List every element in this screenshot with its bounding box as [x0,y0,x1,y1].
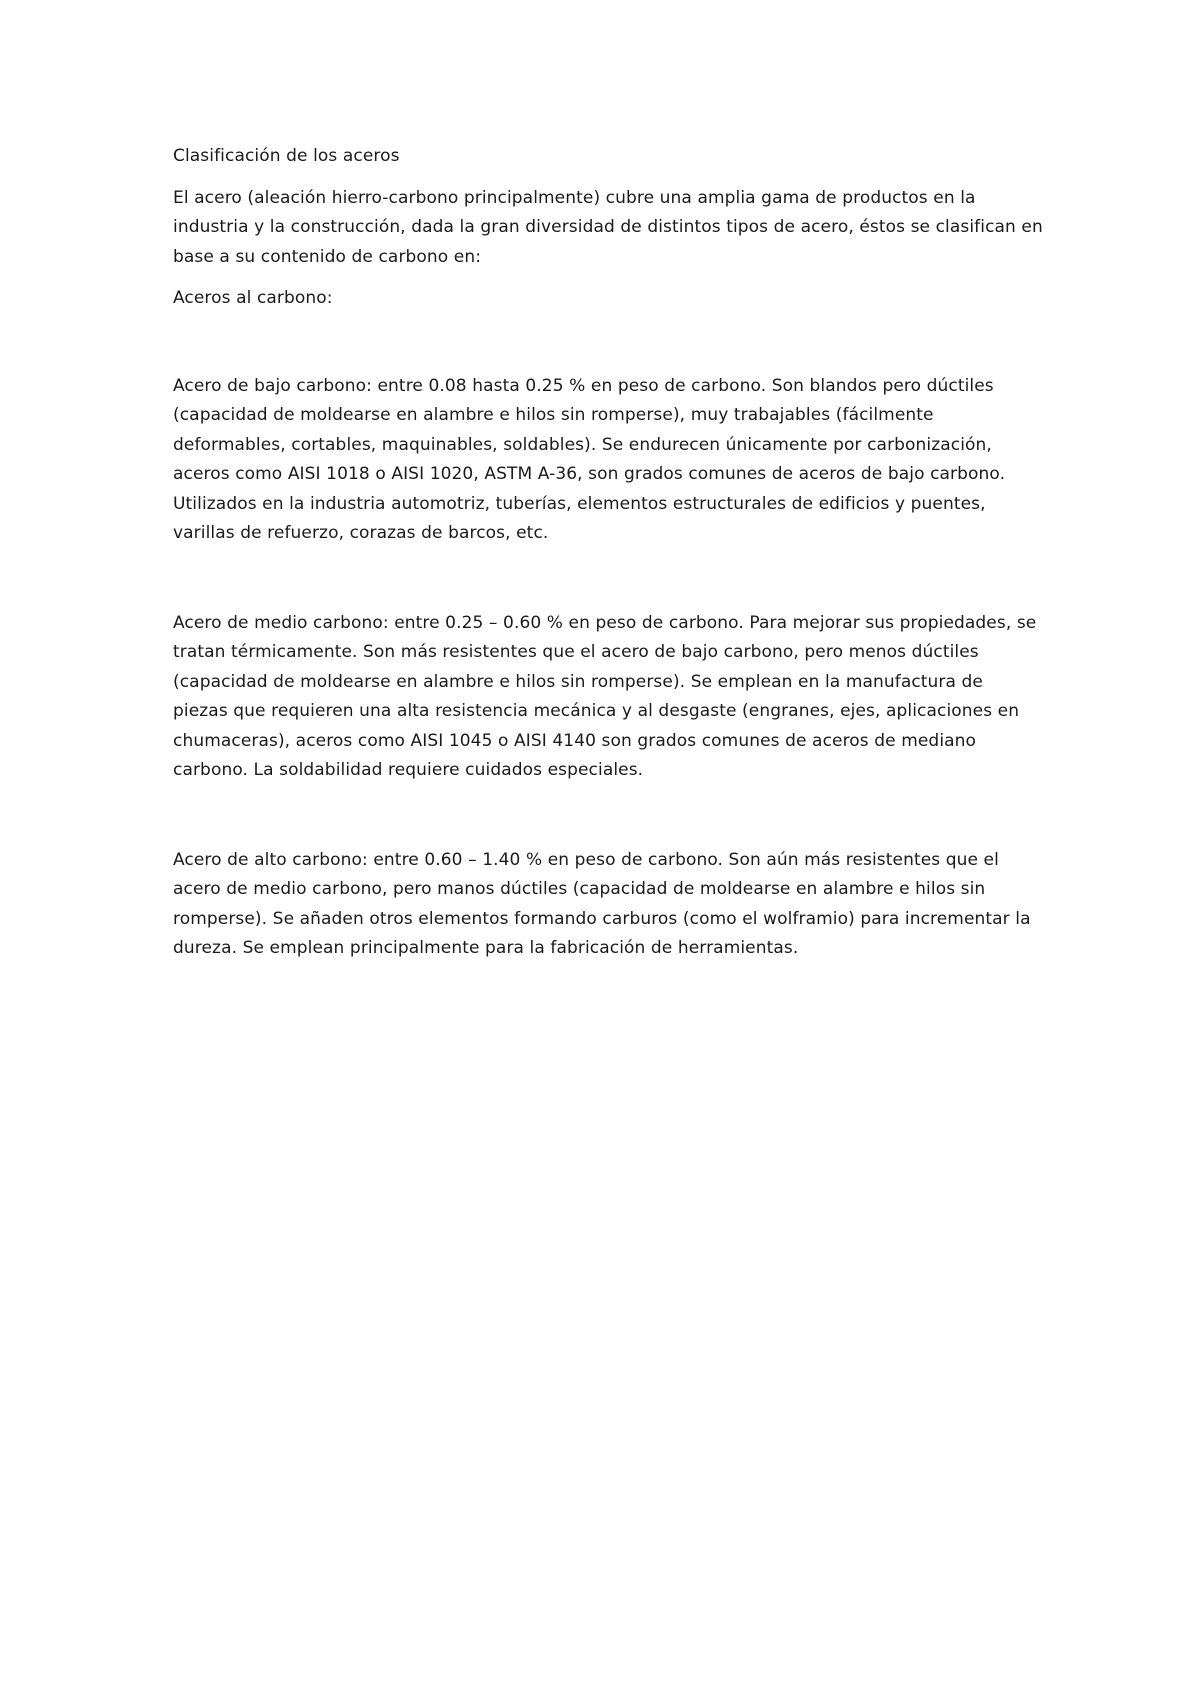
high-carbon-paragraph: Acero de alto carbono: entre 0.60 – 1.40 % en peso de carbono. Son aún más resistentes que el acero de medio carbono, pero manos dúctiles (capacidad de moldearse en alambre e hilos sin romperse). Se añaden otros elementos formando carburos (como el wolframio) para incrementar la dureza. Se emplean principalmente para la fabricación de herramientas. [173,849,1031,958]
intro-paragraph: El acero (aleación hierro-carbono principalmente) cubre una amplia gama de productos en la industria y la construcción, dada la gran diversidad de distintos tipos de acero, éstos se clasifican en base a su contenido de carbono en: [173,187,1043,267]
low-carbon-paragraph: Acero de bajo carbono: entre 0.08 hasta 0.25 % en peso de carbono. Son blandos pero dúctiles (capacidad de moldearse en alambre e hilos sin romperse), muy trabajables (fácilmente deformables, cortables, maquinables, soldables). Se endurecen únicamente por carbonización, aceros como AISI 1018 o AISI 1020, ASTM A-36, son grados comunes de aceros de bajo carbono. Utilizados en la industria automotriz, tuberías, elementos estructurales de edificios y puentes, varillas de refuerzo, corazas de barcos, etc. [173,375,1006,543]
document-title: Clasificación de los aceros [173,146,400,166]
document-body [173,142,1043,964]
section-heading-carbon-steels: Aceros al carbono: [173,288,333,308]
medium-carbon-paragraph: Acero de medio carbono: entre 0.25 – 0.60 % en peso de carbono. Para mejorar sus propiedades, se tratan térmicamente. Son más resistentes que el acero de bajo carbono, pero menos dúctiles (capacidad de moldearse en alambre e hilos sin romperse). Se emplean en la manufactura de piezas que requieren una alta resistencia mecánica y al desgaste (engranes, ejes, aplicaciones en chumaceras), aceros como AISI 1045 o AISI 4140 son grados comunes de aceros de mediano carbono. La soldabilidad requiere cuidados especiales. [173,612,1037,780]
